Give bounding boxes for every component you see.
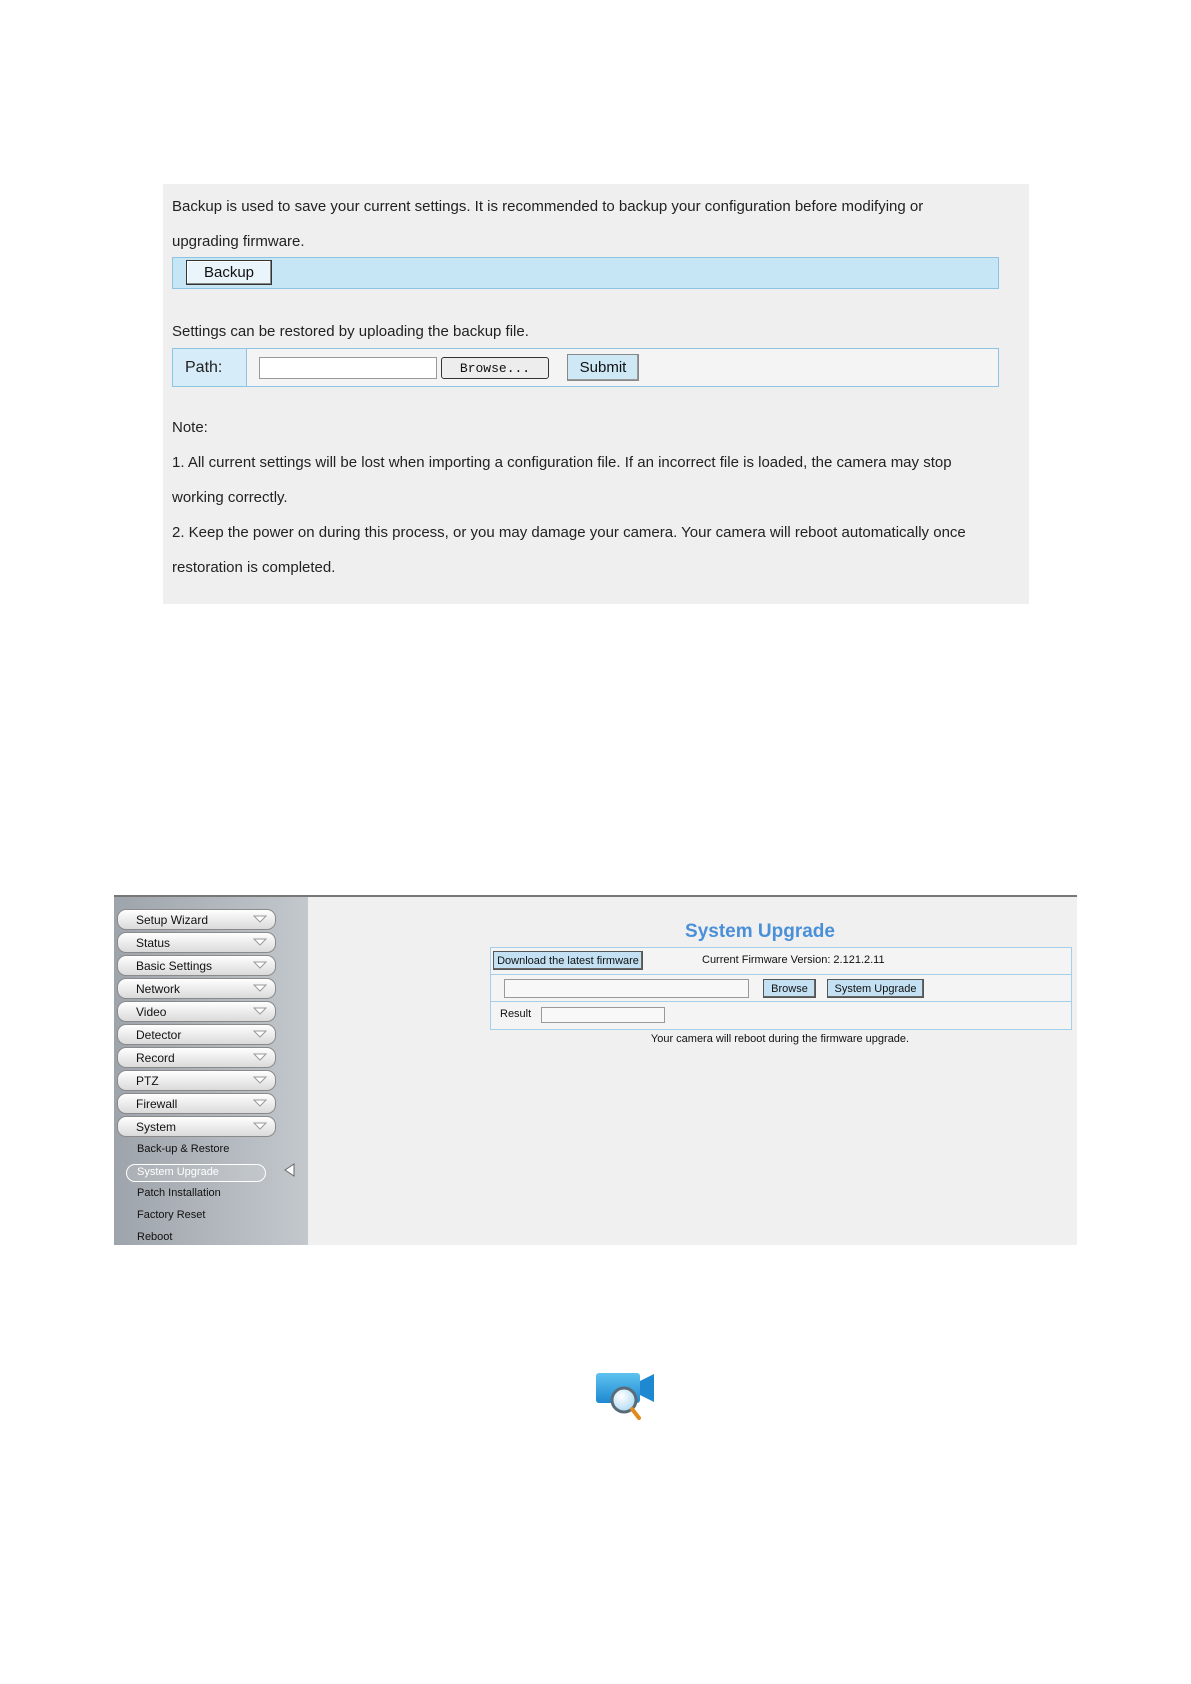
note2-line2: restoration is completed. [172, 559, 336, 576]
sidebar-item-status[interactable] [117, 932, 276, 953]
sidebar-item-record[interactable] [117, 1047, 276, 1068]
chevron-down-icon [251, 1052, 269, 1062]
note2-line1: 2. Keep the power on during this process, or you may damage your camera. Your camera will reboot automatically once [172, 524, 966, 541]
sidebar-item-label: Network [136, 982, 181, 996]
sidebar-item-ptz[interactable] [117, 1070, 276, 1091]
pointer-arrow-icon [283, 1163, 295, 1177]
sidebar-item-label: Detector [136, 1028, 182, 1042]
chevron-down-icon [251, 1029, 269, 1039]
result-row [491, 1002, 1071, 1028]
result-field [541, 1007, 665, 1023]
sidebar-item-label: Status [136, 936, 171, 950]
backup-intro-line2: upgrading firmware. [172, 233, 305, 250]
sidebar-item-label: Setup Wizard [136, 913, 209, 927]
chevron-down-icon [251, 937, 269, 947]
sidebar-item-firewall[interactable] [117, 1093, 276, 1114]
sidebar-subitem-patch-installation[interactable]: Patch Installation [137, 1187, 221, 1199]
chevron-down-icon [251, 1006, 269, 1016]
download-row [491, 948, 1071, 975]
sidebar-item-label: PTZ [136, 1074, 159, 1088]
browse-button[interactable]: Browse... [441, 357, 549, 379]
sidebar-subitem-reboot[interactable]: Reboot [137, 1231, 173, 1243]
sidebar-item-setup-wizard[interactable] [117, 909, 276, 930]
camera-search-icon [594, 1371, 656, 1421]
sidebar-item-label: System [136, 1120, 177, 1134]
chevron-down-icon [251, 914, 269, 924]
sidebar-item-detector[interactable] [117, 1024, 276, 1045]
note1-line2: working correctly. [172, 489, 288, 506]
backup-intro-line1: Backup is used to save your current settings. It is recommended to backup your configuration before modifying or [172, 198, 924, 215]
chevron-down-icon [251, 1075, 269, 1085]
sidebar-item-label: Video [136, 1005, 167, 1019]
firmware-version: Current Firmware Version: 2.121.2.11 [702, 954, 885, 966]
submit-button[interactable]: Submit [567, 354, 639, 381]
restore-instructions: Settings can be restored by uploading the backup file. [172, 323, 529, 340]
reboot-note: Your camera will reboot during the firmware upgrade. [650, 1033, 910, 1045]
chevron-down-icon [251, 960, 269, 970]
sidebar-subitem-system-upgrade[interactable] [126, 1164, 266, 1182]
path-label: Path: [185, 359, 223, 376]
sidebar-item-label: Basic Settings [136, 959, 213, 973]
backup-bar [172, 257, 999, 289]
sidebar-item-system[interactable] [117, 1116, 276, 1137]
sidebar-subitem-label: System Upgrade [137, 1166, 219, 1178]
result-label: Result [500, 1008, 532, 1020]
chevron-down-icon [251, 983, 269, 993]
backup-restore-panel [163, 184, 1029, 604]
system-upgrade-screenshot [114, 895, 1077, 1245]
sidebar-subitem-back-up-restore[interactable]: Back-up & Restore [137, 1143, 230, 1155]
download-firmware-button[interactable]: Download the latest firmware [493, 951, 643, 970]
note-title: Note: [172, 419, 208, 436]
upgrade-browse-button[interactable]: Browse [763, 979, 816, 998]
path-input[interactable] [259, 357, 437, 379]
note1-line1: 1. All current settings will be lost when importing a configuration file. If an incorrect file is loaded, the camera may stop [172, 454, 952, 471]
system-upgrade-button[interactable]: System Upgrade [827, 979, 924, 998]
sidebar-item-label: Firewall [136, 1097, 178, 1111]
restore-path-row [172, 348, 999, 387]
sidebar [114, 897, 308, 1245]
sidebar-item-label: Record [136, 1051, 175, 1065]
sidebar-item-video[interactable] [117, 1001, 276, 1022]
chevron-down-icon [251, 1121, 269, 1131]
upgrade-file-input[interactable] [504, 979, 749, 998]
chevron-down-icon [251, 1098, 269, 1108]
upgrade-table [490, 947, 1072, 1030]
sidebar-item-network[interactable] [117, 978, 276, 999]
backup-button[interactable]: Backup [186, 260, 272, 285]
sidebar-subitem-factory-reset[interactable]: Factory Reset [137, 1209, 206, 1221]
page-title: System Upgrade [685, 921, 835, 942]
upgrade-file-row [491, 975, 1071, 1002]
sidebar-item-basic-settings[interactable] [117, 955, 276, 976]
path-label-cell [173, 349, 247, 386]
